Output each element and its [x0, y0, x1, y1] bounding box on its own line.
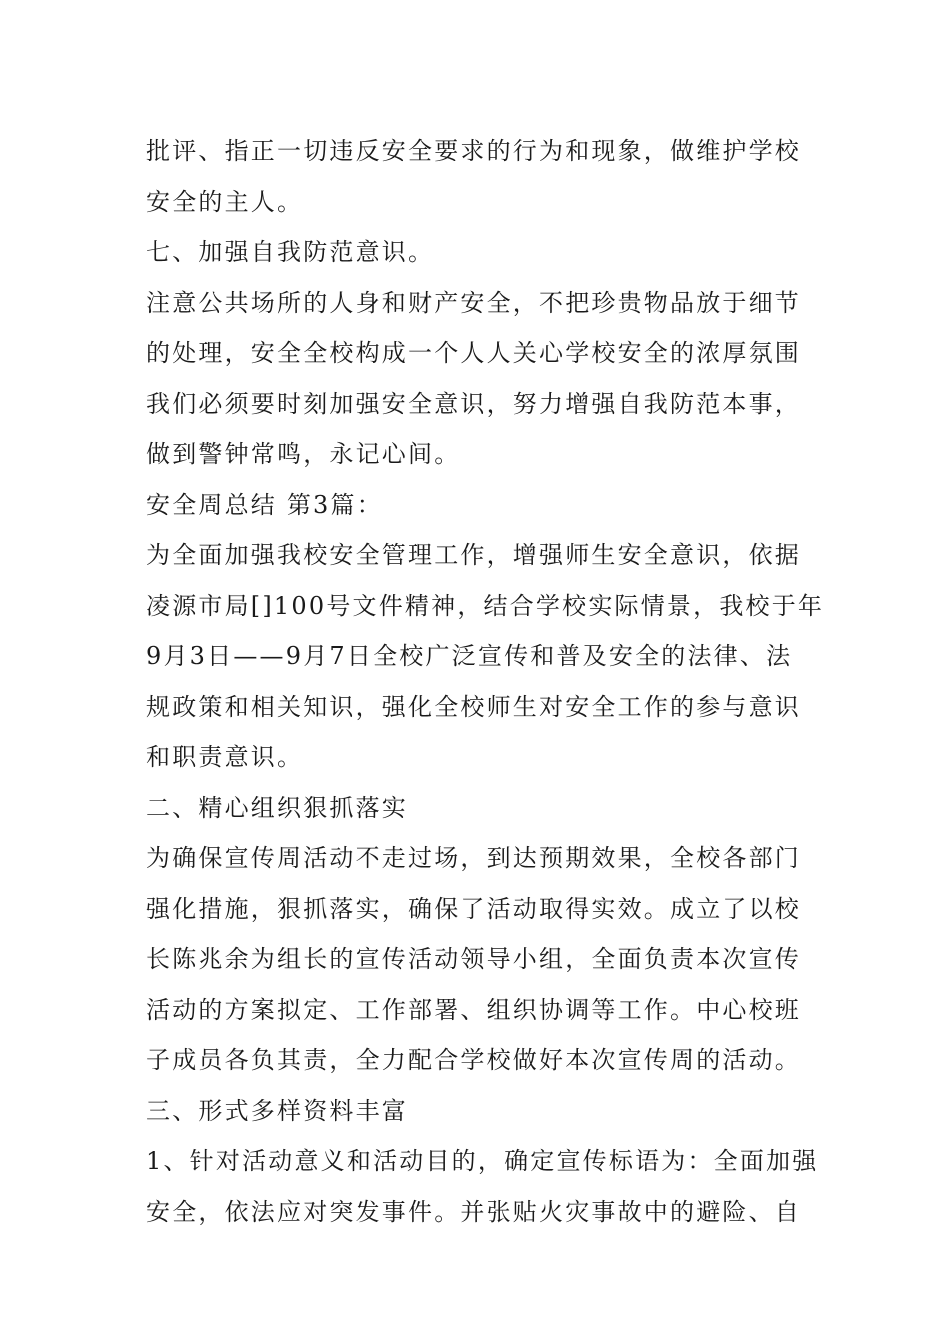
text-line: 子成员各负其责，全力配合学校做好本次宣传周的活动。 — [146, 1046, 801, 1074]
text-line: 批评、指正一切违反安全要求的行为和现象，做维护学校 — [146, 137, 801, 165]
text-line: 做到警钟常鸣，永记心间。 — [146, 440, 461, 468]
text-line: 规政策和相关知识，强化全校师生对安全工作的参与意识 — [146, 692, 801, 721]
section-heading: 三、形式多样资料丰富 — [146, 1096, 408, 1125]
text-line: 9月3日——9月7日全校广泛宣传和普及安全的法律、法 — [146, 642, 793, 670]
section-heading: 二、精心组织狠抓落实 — [146, 793, 408, 822]
text-line: 我们必须要时刻加强安全意识，努力增强自我防范本事， — [146, 389, 801, 418]
text-line: 强化措施，狠抓落实，确保了活动取得实效。成立了以校 — [146, 894, 801, 923]
text-line: 为全面加强我校安全管理工作，增强师生安全意识，依据 — [146, 541, 801, 569]
text-line: 的处理，安全全校构成一个人人关心学校安全的浓厚氛围 — [146, 339, 801, 367]
text-line: 安全的主人。 — [146, 187, 304, 216]
article-heading: 安全周总结 第3篇： — [146, 490, 383, 519]
text-line: 长陈兆余为组长的宣传活动领导小组，全面负责本次宣传 — [146, 945, 801, 973]
text-line: 和职责意识。 — [146, 743, 304, 771]
text-line: 1、针对活动意义和活动目的，确定宣传标语为：全面加强 — [146, 1147, 819, 1175]
text-line: 凌源市局[]100号文件精神，结合学校实际情景，我校于年 — [146, 591, 825, 620]
text-line: 注意公共场所的人身和财产安全，不把珍贵物品放于细节 — [146, 288, 801, 317]
text-line: 安全，依法应对突发事件。并张贴火灾事故中的避险、自 — [146, 1197, 801, 1226]
document-body — [146, 126, 825, 1237]
text-line: 为确保宣传周活动不走过场，到达预期效果，全校各部门 — [146, 844, 801, 872]
text-line: 活动的方案拟定、工作部署、组织协调等工作。中心校班 — [146, 995, 801, 1024]
section-heading: 七、加强自我防范意识。 — [146, 238, 435, 266]
